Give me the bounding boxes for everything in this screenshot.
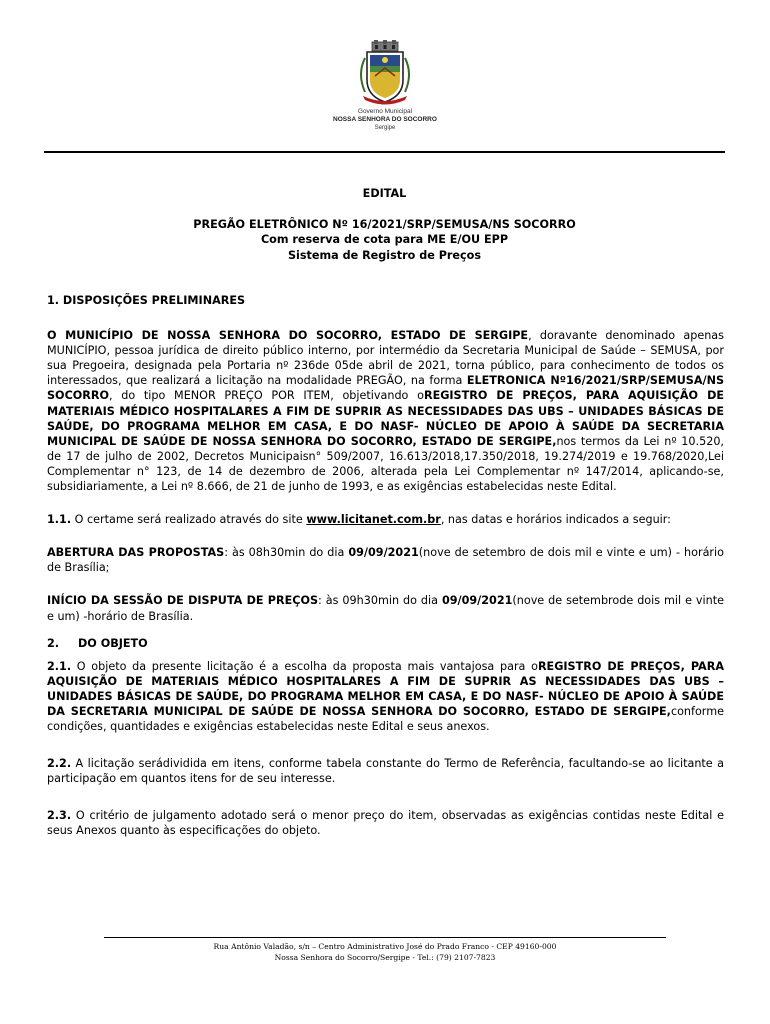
- header-divider: [44, 151, 725, 153]
- clause-2-1-number: 2.1.: [47, 659, 72, 673]
- clause-2-2-number: 2.2.: [47, 757, 72, 771]
- footer-divider: [104, 937, 666, 938]
- clause-1-1-number: 1.1.: [47, 513, 72, 527]
- clause-1-1-text-a: O certame será realizado através do site: [71, 513, 307, 527]
- letterhead: [0, 40, 770, 132]
- preamble-text-c: , do tipo MENOR PREÇO POR ITEM, objetivando o: [109, 389, 424, 403]
- sistema-subtitle: Sistema de Registro de Preços: [287, 248, 481, 262]
- footer-address: Rua Antônio Valadão, s/n – Centro Administrativo José do Prado Franco - CEP 49160-000: [213, 942, 557, 951]
- inicio-label: INÍCIO DA SESSÃO DE DISPUTA DE PREÇOS: [47, 594, 319, 608]
- preamble-lead: O MUNICÍPIO DE NOSSA SENHORA DO SOCORRO, ESTADO DE SERGIPE: [47, 329, 529, 343]
- title-block: [44, 186, 725, 263]
- clause-2-3-number: 2.3.: [47, 809, 72, 823]
- clause-2-3-text: O critério de julgamento adotado será o menor preço do item, observadas as exigências contidas neste Edital e seus Anexos quanto às especificações do objeto.: [47, 809, 724, 838]
- clause-2-2-text: A licitação serádividida em itens, conforme tabela constante do Termo de Referência, facultando-se ao licitante a participação em quantos itens for de seu interesse.: [47, 757, 724, 786]
- clause-2-1: [47, 659, 724, 734]
- inicio-date: 09/09/2021: [441, 594, 513, 608]
- clause-1-1-text-b: , nas datas e horários indicados a seguir:: [440, 513, 671, 527]
- clause-2-3: [47, 808, 724, 838]
- clause-2-1-text-b: conforme condições, quantidades e exigências estabelecidas neste Edital e seus anexos.: [47, 704, 724, 734]
- state-line: Sergipe: [374, 125, 396, 131]
- licitanet-link[interactable]: www.licitanet.com.br: [306, 513, 441, 527]
- abertura-label: ABERTURA DAS PROPOSTAS: [47, 546, 225, 560]
- clause-2-1-text-a: O objeto da presente licitação é a escolha da proposta mais vantajosa para o: [71, 659, 538, 673]
- section-2-heading: [47, 636, 724, 651]
- abertura-propostas: [47, 545, 724, 575]
- clause-1-1: [47, 512, 724, 527]
- inicio-sessao: [47, 593, 724, 623]
- preamble-object: REGISTRO DE PREÇOS, PARA AQUISIÇÃO DE MATERIAIS MÉDICO HOSPITALARES A FIM DE SUPRIR AS NECESSIDADES DAS UBS – UNIDADES BÁSICAS DE SAÚDE, DO PROGRAMA MELHOR EM CASA, E DO NASF- NÚCLEO DE APOIO À SAÚDE DA SECRETARIA MUNICIPAL DE SAÚDE DE NOSSA SENHORA DO SOCORRO, ESTADO DE SERGIPE,: [47, 389, 724, 448]
- footer-contact: Nossa Senhora do Socorro/Sergipe - Tel.: (79) 2107-7823: [274, 953, 496, 962]
- clause-2-1-object: REGISTRO DE PREÇOS, PARA AQUISIÇÃO DE MATERIAIS MÉDICO HOSPITALARES A FIM DE SUPRIR AS NECESSIDADES DAS UBS – UNIDADES BÁSICAS DE SAÚDE, DO PROGRAMA MELHOR EM CASA, E DO NASF- NÚCLEO DE APOIO À SAÚDE DA SECRETARIA MUNICIPAL DE SAÚDE DE NOSSA SENHORA DO SOCORRO, ESTADO DE SERGIPE,: [47, 659, 724, 718]
- inicio-text-a: : às 09h30min do dia: [318, 594, 442, 608]
- document-title: EDITAL: [362, 187, 407, 200]
- pregao-title: PREGÃO ELETRÔNICO Nº 16/2021/SRP/SEMUSA/NS SOCORRO: [193, 217, 576, 231]
- preamble-text-a: , doravante denominado apenas MUNICÍPIO, pessoa jurídica de direito público interno, por intermédio da Secretaria Municipal de Saúde – SEMUSA, por sua Pregoeira, designada pela Portaria nº 236de 05de abril de 2021, torna público, para conhecimento de todos os interessados, que realizará a licitação na modalidade PREGÃO, na forma: [47, 329, 724, 388]
- inicio-text-b: (nove de setembrode dois mil e vinte e um) -horário de Brasília.: [47, 594, 725, 623]
- reserva-subtitle: Com reserva de cota para ME E/OU EPP: [260, 233, 509, 246]
- city-name-line: NOSSA SENHORA DO SOCORRO: [333, 116, 437, 123]
- section-1-heading: 1. DISPOSIÇÕES PRELIMINARES: [47, 294, 246, 307]
- abertura-text-a: : às 08h30min do dia: [224, 546, 349, 560]
- government-line: Governo Municipal: [357, 108, 413, 115]
- section-2-title: DO OBJETO: [78, 636, 148, 650]
- footer: [0, 941, 770, 963]
- section-2-number: 2.: [47, 636, 60, 650]
- preamble-legal-basis: nos termos da Lei nº 10.520, de 17 de julho de 2002, Decretos Municipaisn° 509/2007, 16.613/2018,17.350/2018, 19.274/2019 e 19.768/2020,Lei Complementar n° 123, de 14 de dezembro de 2006, alterada pela Lei Complementar nº 147/2014, aplicando-se, subsidiariamente, a Lei nº 8.666, de 21 de junho de 1993, e as exigências estabelecidas neste Edital.: [47, 434, 724, 494]
- municipal-coat-of-arms-icon: [355, 40, 415, 106]
- clause-2-2: [47, 756, 724, 786]
- abertura-text-b: (nove de setembro de dois mil e vinte e um) - horário de Brasília;: [47, 546, 724, 575]
- document-body: [47, 293, 724, 839]
- abertura-date: 09/09/2021: [348, 546, 419, 560]
- preamble-pregao-number: ELETRONICA Nº16/2021/SRP/SEMUSA/NS SOCORRO: [47, 374, 724, 403]
- section-1-preamble: [47, 328, 724, 494]
